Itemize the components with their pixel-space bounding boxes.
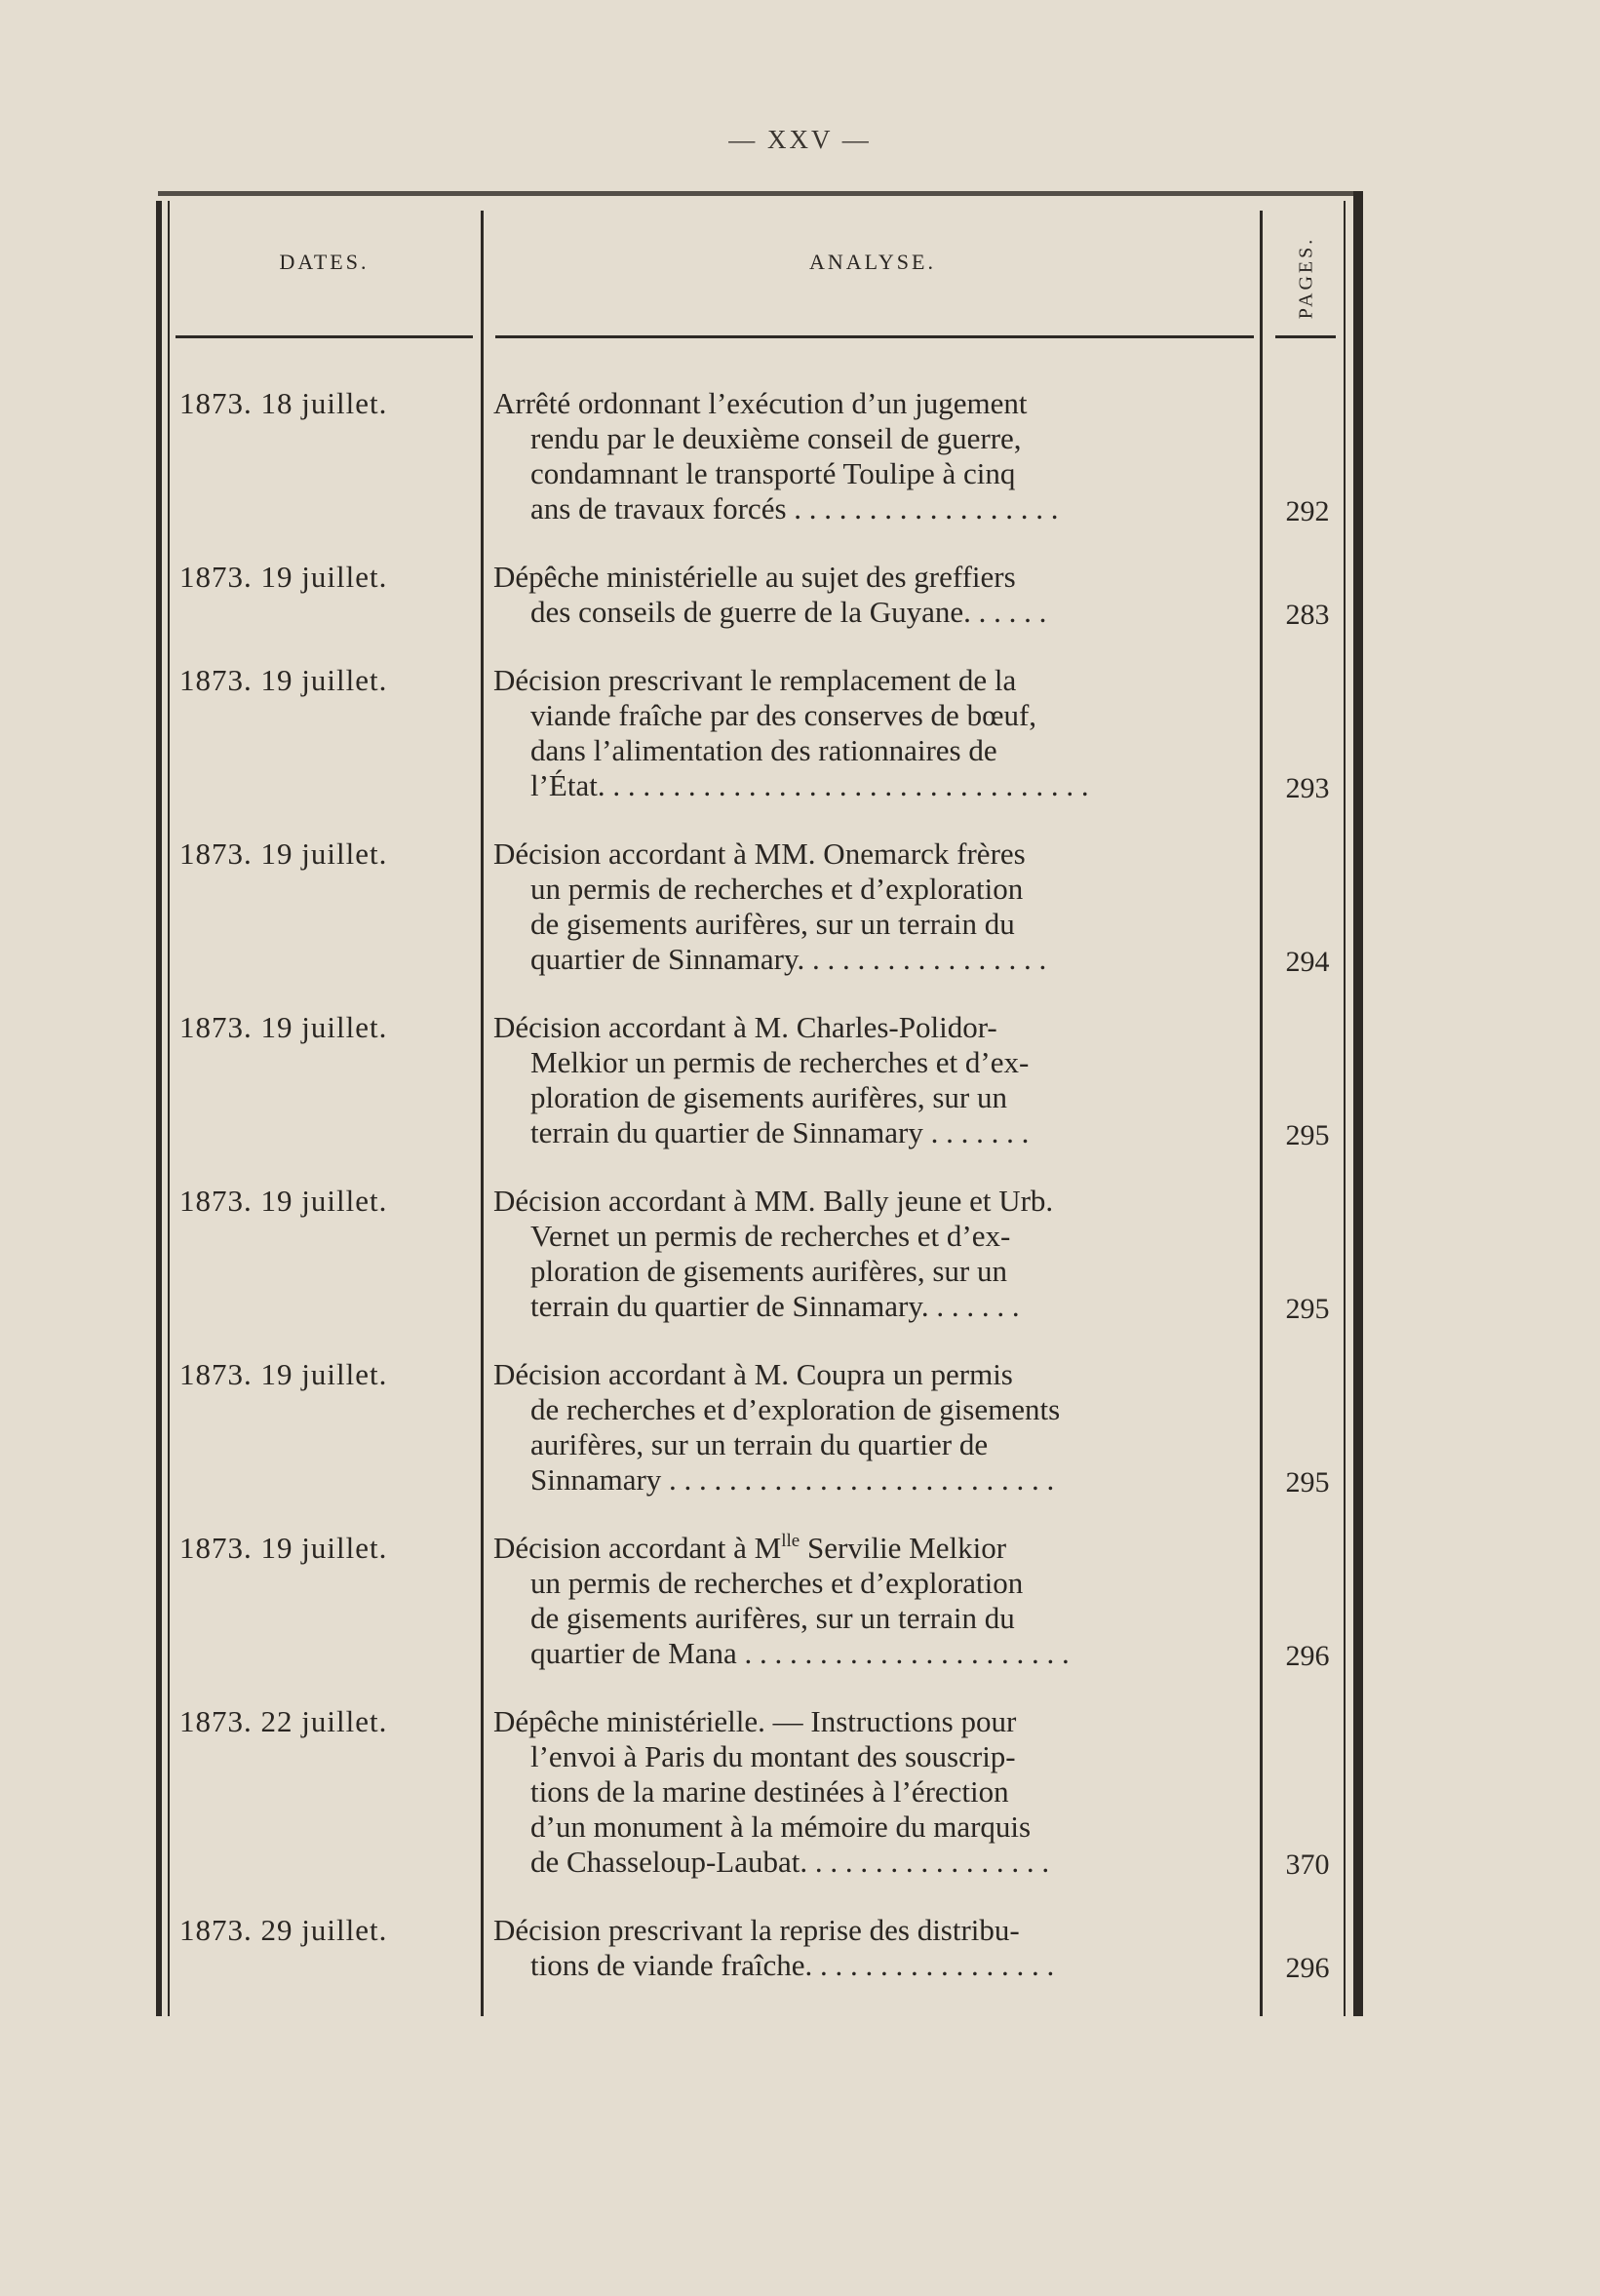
analysis-line: Vernet un permis de recherches et d’ex- xyxy=(530,1219,1011,1253)
entry-date: 1873. 22 juillet. xyxy=(179,1704,388,1738)
analysis-line: l’envoi à Paris du montant des souscrip- xyxy=(530,1739,1016,1773)
entry-row xyxy=(156,1913,1365,1983)
analysis-line: un permis de recherches et d’exploration xyxy=(530,872,1024,906)
entry-date: 1873. 19 juillet. xyxy=(179,1184,388,1218)
analysis-line: Décision accordant à MM. Onemarck frères xyxy=(493,837,1026,871)
analysis-line: ploration de gisements aurifères, sur un xyxy=(530,1254,1007,1288)
analysis-line: rendu par le deuxième conseil de guerre, xyxy=(530,421,1022,455)
header-rule-pages xyxy=(1275,335,1336,338)
analysis-line: Melkior un permis de recherches et d’ex- xyxy=(530,1045,1030,1079)
analysis-line: quartier de Sinnamary. . . . . . . . . . . . . . . . . xyxy=(530,942,1047,976)
analysis-text: Décision accordant à M xyxy=(493,1531,782,1565)
column-header-analyse: ANALYSE. xyxy=(809,250,936,274)
analysis-line: aurifères, sur un terrain du quartier de xyxy=(530,1427,989,1461)
entry-row xyxy=(156,837,1365,977)
analysis-line: Arrêté ordonnant l’exécution d’un jugement xyxy=(493,386,1028,420)
entry-page-number: 294 xyxy=(1285,946,1330,978)
entry-page-number: 283 xyxy=(1285,599,1330,631)
entry-date: 1873. 19 juillet. xyxy=(179,1010,388,1044)
entry-analysis xyxy=(493,1531,1256,1671)
entry-date: 1873. 19 juillet. xyxy=(179,1531,388,1565)
analysis-line: Dépêche ministérielle au sujet des greffiers xyxy=(493,560,1016,594)
analysis-line: de recherches et d’exploration de gisements xyxy=(530,1392,1061,1426)
analysis-line: Décision prescrivant le remplacement de la xyxy=(493,663,1017,697)
entry-row xyxy=(156,386,1365,526)
analysis-line: Décision accordant à M. Coupra un permis xyxy=(493,1357,1013,1391)
entry-row xyxy=(156,1184,1365,1324)
page-number: — XXV — xyxy=(728,125,872,154)
analysis-line: Décision prescrivant la reprise des distribu- xyxy=(493,1913,1020,1947)
entry-row xyxy=(156,1357,1365,1498)
analysis-line: des conseils de guerre de la Guyane. . . . . . xyxy=(530,595,1047,629)
entries-list xyxy=(156,386,1365,2016)
entry-analysis xyxy=(493,1184,1256,1324)
analysis-line: tions de viande fraîche. . . . . . . . . . . . . . . . . xyxy=(530,1948,1055,1982)
entry-analysis xyxy=(493,837,1256,977)
analysis-line: viande fraîche par des conserves de bœuf, xyxy=(530,698,1037,732)
analysis-line: quartier de Mana . . . . . . . . . . . . . . . . . . . . . . xyxy=(530,1636,1070,1670)
entry-date: 1873. 18 juillet. xyxy=(179,386,388,420)
entry-page-number: 370 xyxy=(1285,1848,1330,1881)
analysis-line: terrain du quartier de Sinnamary. . . . . . . xyxy=(530,1289,1020,1323)
analysis-line: condamnant le transporté Toulipe à cinq xyxy=(530,456,1016,490)
column-header-pages-label: PAGES. xyxy=(1295,236,1317,320)
entry-page-number: 295 xyxy=(1285,1293,1330,1325)
analysis-line: d’un monument à la mémoire du marquis xyxy=(530,1810,1032,1844)
entry-analysis xyxy=(493,560,1256,630)
entry-row xyxy=(156,1704,1365,1880)
analysis-line: de gisements aurifères, sur un terrain du xyxy=(530,1601,1015,1635)
entry-row xyxy=(156,1010,1365,1150)
entry-analysis xyxy=(493,1010,1256,1150)
entry-analysis xyxy=(493,1704,1256,1880)
analysis-line: terrain du quartier de Sinnamary . . . . . . . xyxy=(530,1115,1030,1149)
entry-page-number: 295 xyxy=(1285,1119,1330,1151)
column-header-pages xyxy=(1277,224,1336,331)
analysis-line: Dépêche ministérielle. — Instructions pour xyxy=(493,1704,1017,1738)
entry-row xyxy=(156,560,1365,630)
analysis-line: Décision accordant à MM. Bally jeune et Urb. xyxy=(493,1184,1054,1218)
entry-date: 1873. 19 juillet. xyxy=(179,837,388,871)
entry-page-number: 296 xyxy=(1285,1952,1330,1984)
analysis-line: Décision accordant à M. Charles-Polidor- xyxy=(493,1010,997,1044)
superscript-text: lle xyxy=(781,1531,800,1551)
entry-date: 1873. 29 juillet. xyxy=(179,1913,388,1947)
analysis-line: ans de travaux forcés . . . . . . . . . . . . . . . . . . xyxy=(530,491,1059,525)
header-rule-dates xyxy=(176,335,473,338)
table-frame xyxy=(156,191,1365,2014)
entry-page-number: 295 xyxy=(1285,1466,1330,1498)
analysis-line xyxy=(493,1531,1256,1566)
entry-page-number: 296 xyxy=(1285,1640,1330,1672)
analysis-line: de Chasseloup-Laubat. . . . . . . . . . . . . . . . . xyxy=(530,1845,1050,1879)
column-header-dates: DATES. xyxy=(279,250,370,274)
entry-date: 1873. 19 juillet. xyxy=(179,1357,388,1391)
entry-row xyxy=(156,663,1365,803)
analysis-line: Sinnamary . . . . . . . . . . . . . . . . . . . . . . . . . . xyxy=(530,1462,1055,1497)
analysis-line: tions de la marine destinées à l’érection xyxy=(530,1774,1009,1809)
header-rule-analyse xyxy=(495,335,1254,338)
entry-page-number: 293 xyxy=(1285,772,1330,804)
entry-date: 1873. 19 juillet. xyxy=(179,663,388,697)
entry-analysis xyxy=(493,386,1256,526)
entry-page-number: 292 xyxy=(1285,495,1330,527)
entry-row xyxy=(156,1531,1365,1671)
analysis-line: dans l’alimentation des rationnaires de xyxy=(530,733,997,767)
analysis-text: Servilie Melkior xyxy=(800,1531,1007,1565)
analysis-line: ploration de gisements aurifères, sur un xyxy=(530,1080,1007,1114)
entry-date: 1873. 19 juillet. xyxy=(179,560,388,594)
analysis-line: un permis de recherches et d’exploration xyxy=(530,1566,1024,1600)
entry-analysis xyxy=(493,1357,1256,1498)
entry-analysis xyxy=(493,663,1256,803)
entry-analysis xyxy=(493,1913,1256,1983)
top-rule xyxy=(158,191,1359,196)
analysis-line: de gisements aurifères, sur un terrain du xyxy=(530,907,1015,941)
analysis-line: l’État. . . . . . . . . . . . . . . . . . . . . . . . . . . . . . . . . xyxy=(530,768,1089,802)
